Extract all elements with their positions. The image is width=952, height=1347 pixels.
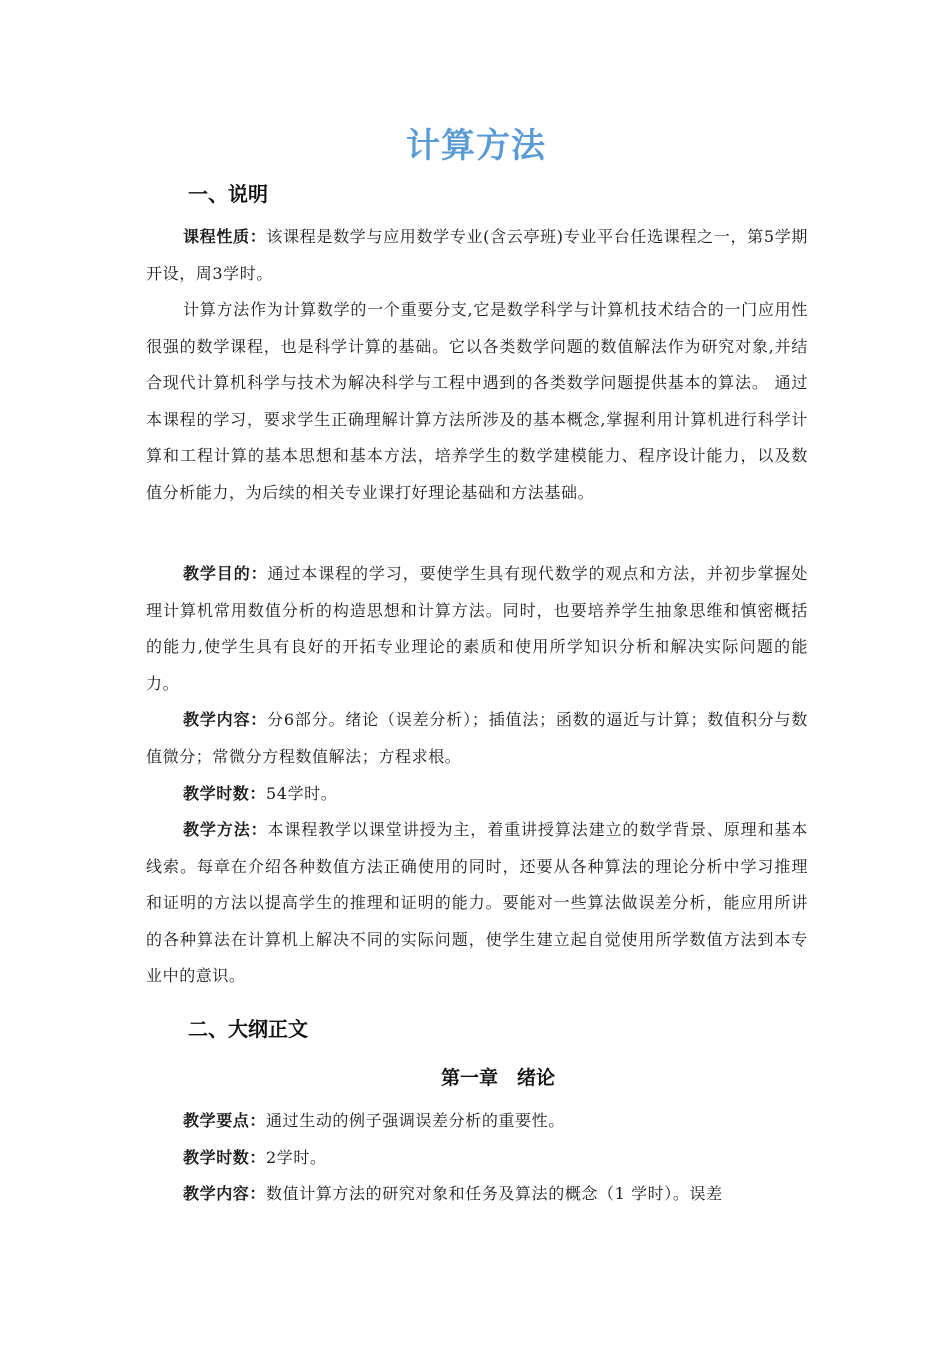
text-objective: 通过本课程的学习，要使学生具有现代数学的观点和方法，并初步掌握处理计算机常用数值分析的构造思想和计算方法。同时，也要培养学生抽象思维和慎密概括的能力,使学生具有良好的开拓专业理论的素质和使用所学知识分析和解决实际问题的能力。 xyxy=(146,564,808,693)
paragraph-introduction xyxy=(146,292,808,512)
document-title: 计算方法 xyxy=(406,126,546,166)
text-content: 分6部分。绪论（误差分析）；插值法；函数的逼近与计算；数值积分与数值微分；常微分方程数值解法；方程求根。 xyxy=(146,710,808,766)
label-objective: 教学目的： xyxy=(183,564,268,583)
text-course-nature: 该课程是数学与应用数学专业(含云亭班)专业平台任选课程之一，第5学期开设，周3学时。 xyxy=(146,227,808,283)
paragraph-objective xyxy=(146,556,808,702)
paragraph-method xyxy=(146,812,808,995)
section-heading-outline: 二、大纲正文 xyxy=(188,1017,308,1041)
label-course-nature: 课程性质： xyxy=(183,227,267,246)
label-keypoints: 教学要点： xyxy=(183,1111,267,1130)
chapter-title: 第一章 绪论 xyxy=(440,1067,555,1089)
paragraph-keypoints xyxy=(146,1103,808,1140)
text-hours: 54学时。 xyxy=(266,784,338,803)
label-content: 教学内容： xyxy=(183,710,268,729)
paragraph-chapter-hours xyxy=(146,1140,808,1177)
text-keypoints: 通过生动的例子强调误差分析的重要性。 xyxy=(266,1111,565,1130)
label-chapter-content: 教学内容： xyxy=(183,1184,267,1203)
paragraph-content xyxy=(146,702,808,775)
text-introduction: 计算方法作为计算数学的一个重要分支,它是数学科学与计算机技术结合的一门应用性很强的数学课程，也是科学计算的基础。它以各类数学问题的数值解法作为研究对象,并结合现代计算机科学与技术为解决科学与工程中遇到的各类数学问题提供基本的算法。 通过本课程的学习，要求学生正确理解计算方法所涉及的基本概念,掌握利用计算机进行科学计算和工程计算的基本思想和基本方法，培养学生的数学建模能力、程序设计能力，以及数值分析能力，为后续的相关专业课打好理论基础和方法基础。 xyxy=(146,300,808,502)
paragraph-course-nature xyxy=(146,219,808,292)
paragraph-chapter-content xyxy=(146,1176,808,1213)
text-method: 本课程教学以课堂讲授为主，着重讲授算法建立的数学背景、原理和基本线索。每章在介绍各种数值方法正确使用的同时，还要从各种算法的理论分析中学习推理和证明的方法以提高学生的推理和证明的能力。要能对一些算法做误差分析，能应用所讲的各种算法在计算机上解决不同的实际问题，使学生建立起自觉使用所学数值方法到本专业中的意识。 xyxy=(146,820,808,986)
section-heading-description: 一、说明 xyxy=(188,182,268,206)
text-chapter-hours: 2学时。 xyxy=(266,1148,327,1167)
text-chapter-content: 数值计算方法的研究对象和任务及算法的概念（1 学时）。误差 xyxy=(266,1184,723,1203)
label-chapter-hours: 教学时数： xyxy=(183,1148,267,1167)
label-hours: 教学时数： xyxy=(183,784,267,803)
paragraph-hours xyxy=(146,776,808,813)
label-method: 教学方法： xyxy=(183,820,268,839)
